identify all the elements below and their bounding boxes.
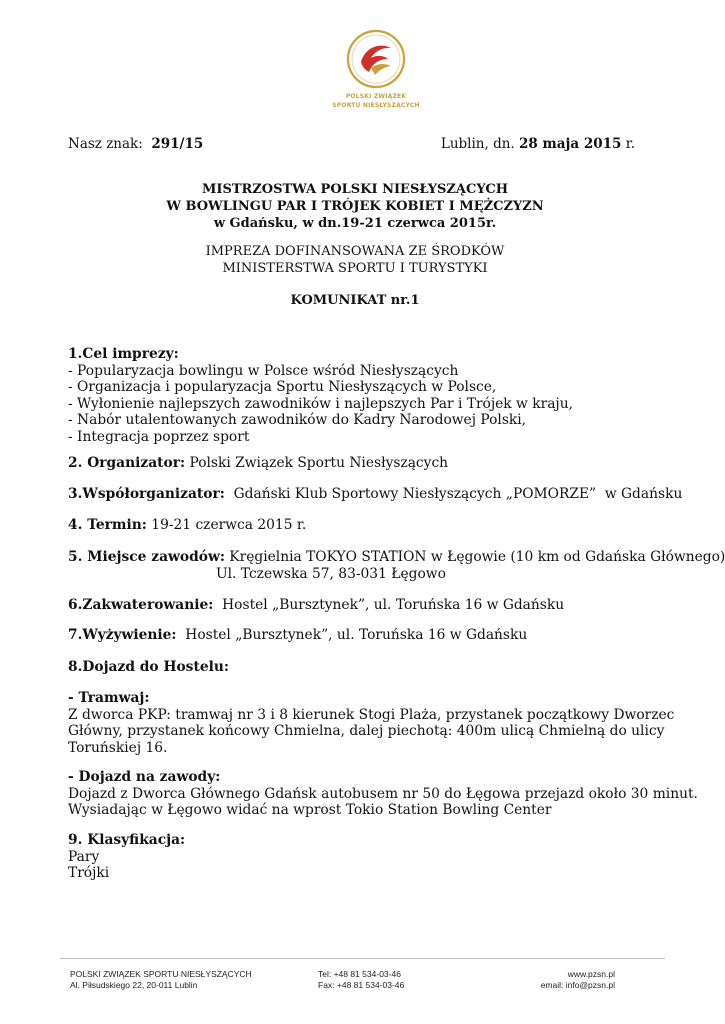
paragraph-line: Z dworca PKP: tramwaj nr 3 i 8 kierunek Stogi Plaża, przystanek początkowy Dworzec xyxy=(68,706,675,723)
paragraph-line: Wysiadając w Łęgowo widać na wprost Tokio Station Bowling Center xyxy=(68,802,552,818)
list-item: - Wyłonienie najlepszych zawodników i najlepszych Par i Trójek w kraju, xyxy=(68,395,573,412)
footer-email-link[interactable]: email: info@pzsn.pl xyxy=(540,980,615,990)
section-wyzywienie xyxy=(68,627,678,644)
footer-org-name: POLSKI ZWIĄZEK SPORTU NIESŁYSZĄCYCH xyxy=(70,969,252,979)
section-heading: 7.Wyżywienie: xyxy=(68,627,177,643)
list-item: - Nabór utalentowanych zawodników do Kadry Narodowej Polski, xyxy=(68,412,527,428)
paragraph-line: Główny, przystanek końcowy Chmielna, dalej piechotą: 400m ulicą Chmielną do ulicy xyxy=(68,723,665,739)
section-wspolorganizator xyxy=(68,486,683,503)
list-item: Trójki xyxy=(68,865,110,881)
section-text: Hostel „Bursztynek”, ul. Toruńska 16 w Gdańsku xyxy=(213,597,565,613)
section-text: Hostel „Bursztynek”, ul. Toruńska 16 w Gdańsku xyxy=(176,627,528,643)
footer-website-link[interactable]: www.pzsn.pl xyxy=(567,969,615,979)
section-heading: - Dojazd na zawody: xyxy=(68,769,221,785)
section-heading: 2. Organizator: xyxy=(68,455,186,471)
list-item: Pary xyxy=(68,848,100,865)
funding-note xyxy=(60,243,650,277)
section-text: 19-21 czerwca 2015 r. xyxy=(146,517,307,533)
section-text-2: Ul. Tczewska 57, 83-031 Łęgowo xyxy=(216,565,446,582)
ref-number: 291/15 xyxy=(151,136,204,152)
section-organizator xyxy=(68,455,678,472)
footer-address: Al. Piłsudskiego 22, 20-011 Lublin xyxy=(70,980,198,990)
section-dojazd-heading: 8.Dojazd do Hostelu: xyxy=(68,659,229,675)
letter-date: 28 maja 2015 xyxy=(519,136,622,152)
section-text: Polski Związek Sportu Niesłyszących xyxy=(185,455,449,471)
section-heading: 4. Termin: xyxy=(68,517,147,533)
title-line-1: MISTRZOSTWA POLSKI NIESŁYSZĄCYCH xyxy=(201,182,509,197)
list-item: - Integracja poprzez sport xyxy=(68,428,250,445)
section-text: Gdański Klub Sportowy Niesłyszących „POMORZE” w Gdańsku xyxy=(224,486,683,502)
pzsn-logo xyxy=(328,28,424,110)
logo-emblem-icon xyxy=(345,28,407,90)
logo-line-1: POLSKI ZWIĄZEK xyxy=(345,93,407,100)
komunikat-heading: KOMUNIKAT nr.1 xyxy=(290,293,420,308)
list-item: - Popularyzacja bowlingu w Polsce wśród Niesłyszących xyxy=(68,362,459,379)
funding-line-2: MINISTERSTWA SPORTU I TURYSTYKI xyxy=(222,261,488,276)
section-miejsce xyxy=(68,549,725,582)
footer-organization xyxy=(70,969,252,991)
section-heading: 9. Klasyfikacja: xyxy=(68,832,186,848)
ref-label: Nasz znak: xyxy=(68,136,143,152)
title-line-3: w Gdańsku, w dn.19-21 czerwca 2015r. xyxy=(213,216,497,231)
section-zakwaterowanie xyxy=(68,597,678,614)
reference-number xyxy=(68,136,203,152)
footer-divider xyxy=(60,958,665,959)
footer-phone xyxy=(318,969,404,991)
logo-line-2: SPORTU NIESŁYSZĄCYCH xyxy=(332,102,420,109)
section-heading: 3.Współorganizator: xyxy=(68,486,225,502)
section-zawody xyxy=(68,769,698,819)
section-heading: - Tramwaj: xyxy=(68,690,150,706)
section-heading: 6.Zakwaterowanie: xyxy=(68,597,214,613)
event-title xyxy=(60,181,650,232)
section-termin xyxy=(68,517,678,534)
section-tramwaj xyxy=(68,690,678,756)
section-text: Kręgielnia TOKYO STATION w Łęgowie (10 km od Gdańska Głównego) xyxy=(224,549,725,565)
paragraph-line: Toruńskiej 16. xyxy=(68,739,168,756)
footer-fax: Fax: +48 81 534-03-46 xyxy=(318,980,405,990)
footer-tel: Tel: +48 81 534-03-46 xyxy=(318,969,401,979)
footer-contact xyxy=(541,969,615,991)
title-line-2: W BOWLINGU PAR I TRÓJEK KOBIET I MĘŻCZYZN xyxy=(166,199,544,214)
date-suffix: r. xyxy=(625,136,635,152)
section-heading: 5. Miejsce zawodów: xyxy=(68,549,225,565)
section-heading: 1.Cel imprezy: xyxy=(68,346,179,362)
list-item: - Organizacja i popularyzacja Sportu Niesłyszących w Polsce, xyxy=(68,379,497,395)
place-date xyxy=(441,136,635,152)
place-prefix: Lublin, dn. xyxy=(440,136,515,152)
paragraph-line: Dojazd z Dworca Głównego Gdańsk autobusem nr 50 do Łęgowa przejazd około 30 minut. xyxy=(68,785,698,802)
section-klasyfikacja xyxy=(68,832,678,882)
section-cel xyxy=(68,346,678,445)
funding-line-1: IMPREZA DOFINANSOWANA ZE ŚRODKÓW xyxy=(205,244,505,259)
